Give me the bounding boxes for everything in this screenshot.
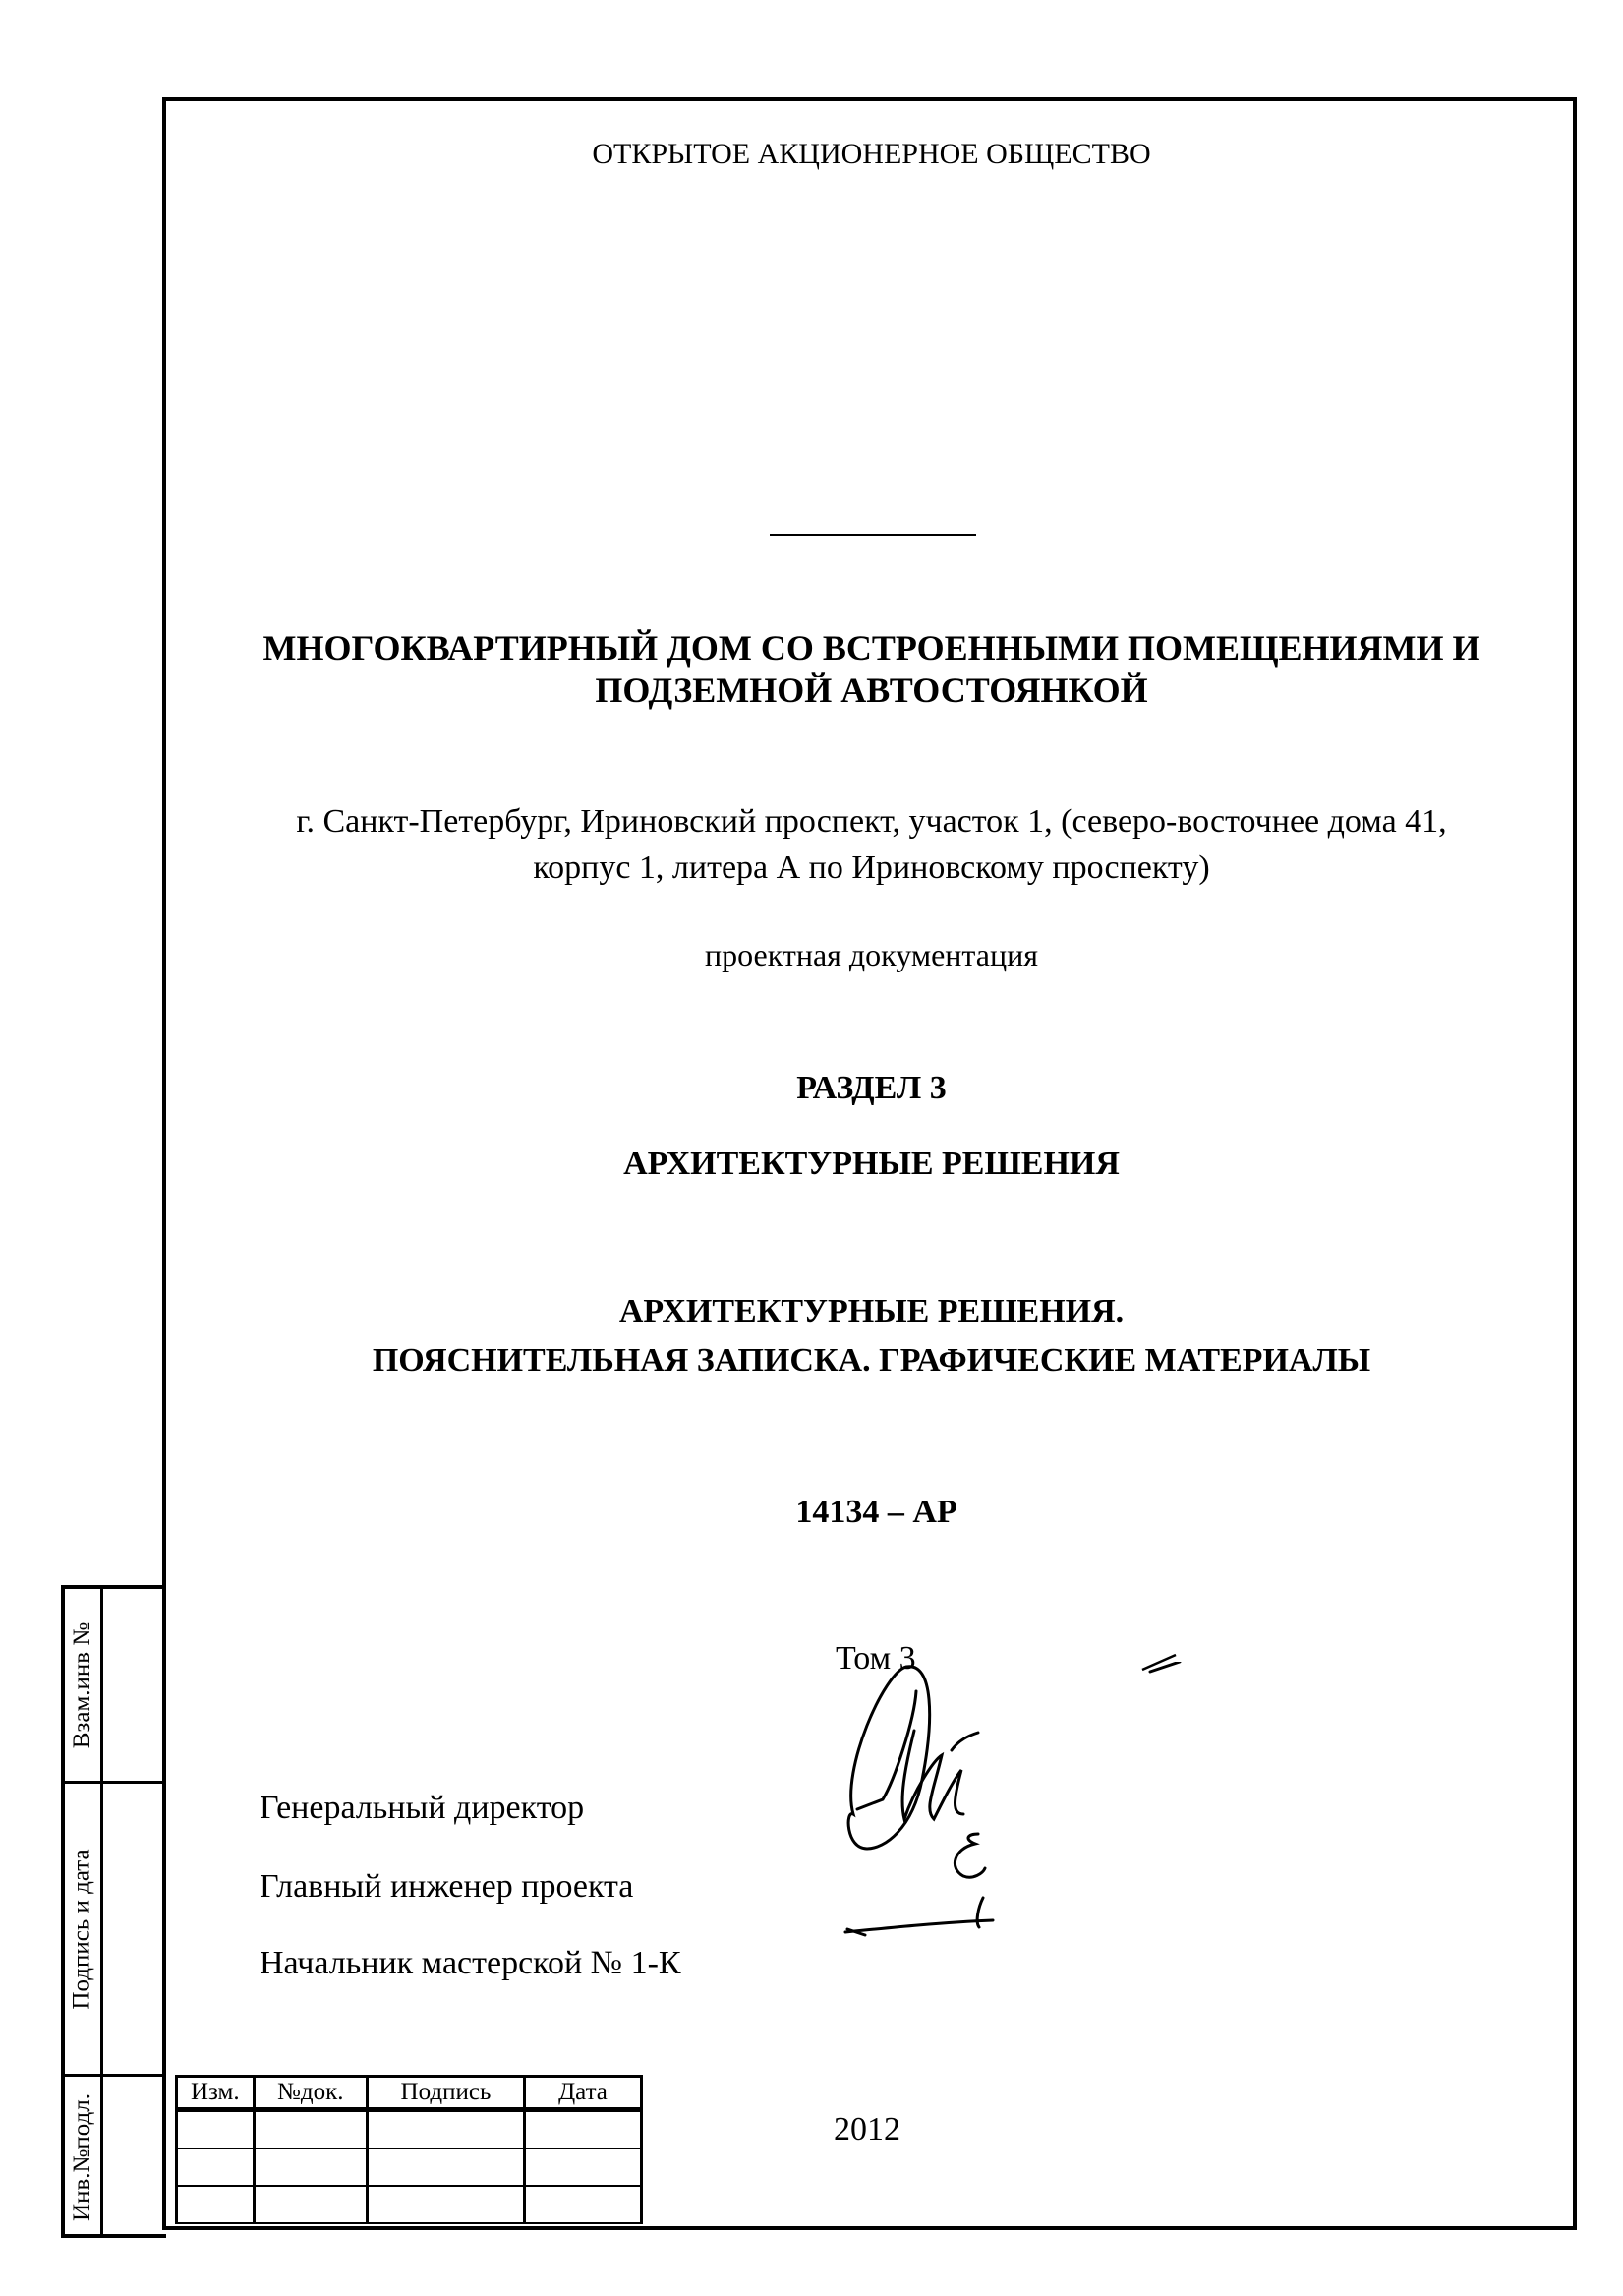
cell <box>177 2149 255 2186</box>
cell <box>177 2110 255 2149</box>
signatory-general-director: Генеральный директор <box>260 1790 585 1826</box>
table-row <box>177 2186 642 2223</box>
header-cell: Дата <box>524 2077 641 2110</box>
stamp-label-original-inv: Инв.№подл. <box>69 2093 96 2221</box>
cell <box>524 2110 641 2149</box>
cell <box>367 2110 524 2149</box>
table-row <box>177 2149 642 2186</box>
document-code: 14134 – АР <box>795 1494 957 1530</box>
organization: ОТКРЫТОЕ АКЦИОНЕРНОЕ ОБЩЕСТВО <box>592 138 1151 170</box>
stamp-divider <box>100 1589 103 2234</box>
side-stamp <box>61 1585 166 2238</box>
section-number: РАЗДЕЛ 3 <box>796 1070 947 1106</box>
pen-mark <box>1140 1652 1180 1674</box>
table-header <box>177 2077 642 2110</box>
title-line-1: МНОГОКВАРТИРНЫЙ ДОМ СО ВСТРОЕННЫМИ ПОМЕЩЕНИЯМИ И <box>262 628 1480 668</box>
header-cell: Подпись <box>367 2077 524 2110</box>
cell <box>254 2110 367 2149</box>
divider <box>770 534 976 536</box>
stamp-label-signature-date: Подпись и дата <box>69 1848 95 2010</box>
cell <box>254 2149 367 2186</box>
cell <box>524 2149 641 2186</box>
stamp-label-replacement-inv: Взам.инв № <box>69 1621 96 1748</box>
cell <box>177 2186 255 2223</box>
year: 2012 <box>834 2111 900 2148</box>
cell <box>524 2186 641 2223</box>
address-line-1: г. Санкт-Петербург, Ириновский проспект, участок 1, (северо-восточнее дома 41, <box>296 803 1447 840</box>
header-cell: №док. <box>254 2077 367 2110</box>
cell <box>367 2186 524 2223</box>
title-line-2: ПОДЗЕМНОЙ АВТОСТОЯНКОЙ <box>595 671 1148 710</box>
signatory-workshop-head: Начальник мастерской № 1-К <box>260 1945 681 1981</box>
subtitle-line-1: АРХИТЕКТУРНЫЕ РЕШЕНИЯ. <box>618 1293 1125 1329</box>
signatory-chief-engineer: Главный инженер проекта <box>260 1868 634 1905</box>
doc-type: проектная документация <box>705 937 1038 972</box>
header-cell: Изм. <box>177 2077 255 2110</box>
signature <box>806 1662 1219 1957</box>
address-line-2: корпус 1, литера А по Ириновскому проспекту) <box>533 850 1210 886</box>
section-name: АРХИТЕКТУРНЫЕ РЕШЕНИЯ <box>623 1146 1120 1182</box>
table-row <box>177 2110 642 2149</box>
cell <box>367 2149 524 2186</box>
subtitle-line-2: ПОЯСНИТЕЛЬНАЯ ЗАПИСКА. ГРАФИЧЕСКИЕ МАТЕРИАЛЫ <box>372 1342 1371 1379</box>
volume: Том 3 <box>836 1640 916 1677</box>
revision-table <box>175 2075 643 2224</box>
cell <box>254 2186 367 2223</box>
